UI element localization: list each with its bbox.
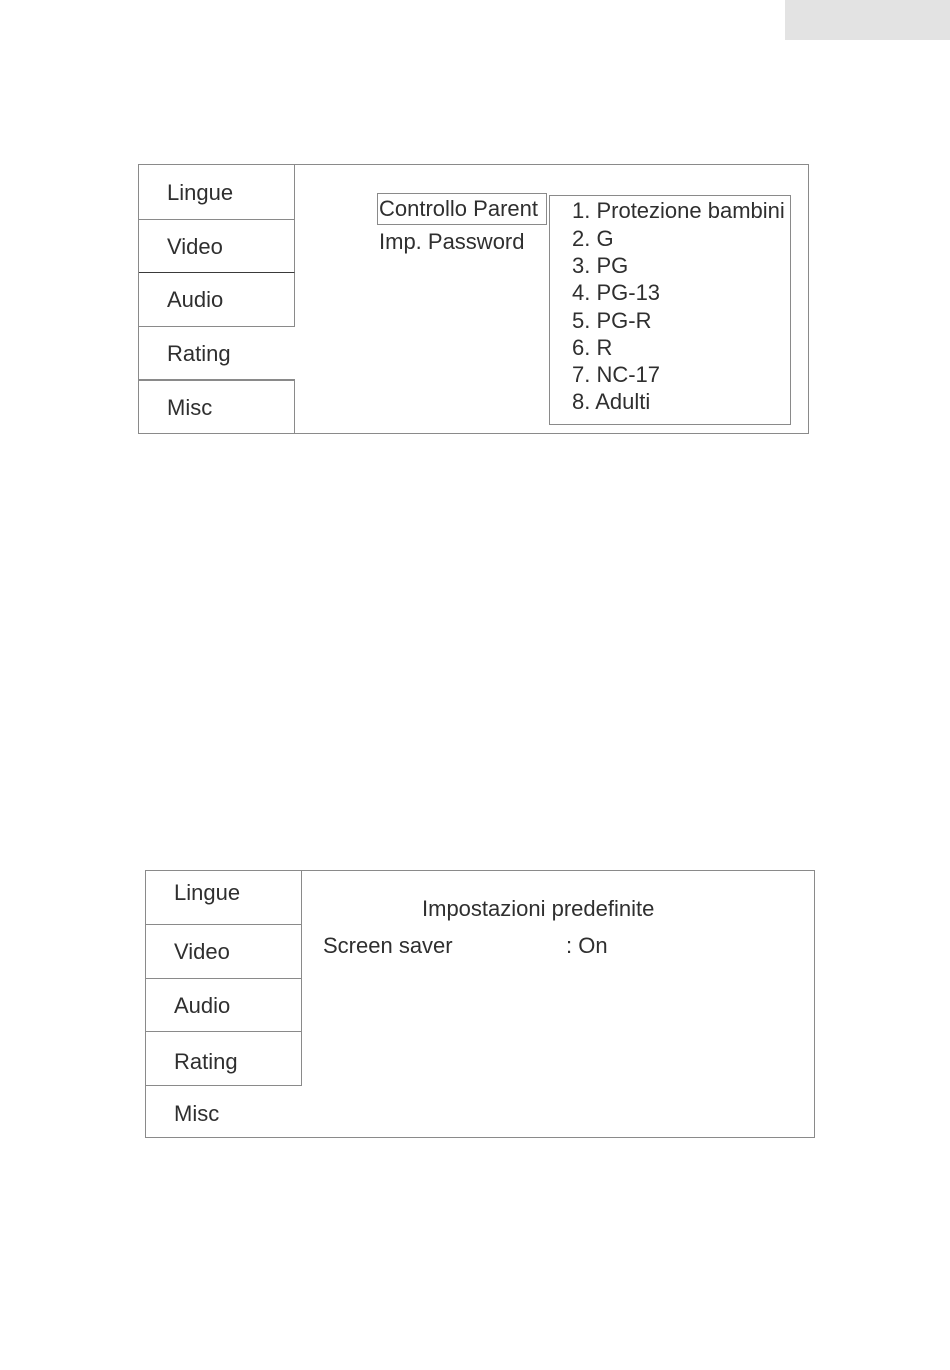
set-password-option[interactable]: Imp. Password: [379, 229, 525, 254]
tab-lingue[interactable]: Lingue: [139, 165, 295, 220]
tab-lingue[interactable]: Lingue: [146, 871, 302, 925]
tab-audio[interactable]: Audio: [139, 273, 295, 327]
screen-saver-value[interactable]: : On: [566, 933, 608, 958]
tab-misc[interactable]: Misc: [174, 1101, 220, 1126]
tab-video[interactable]: Video: [139, 220, 295, 273]
page-corner-tab: [785, 0, 950, 40]
rating-item-7[interactable]: 7. NC-17: [572, 362, 661, 387]
rating-item-5[interactable]: 5. PG-R: [572, 308, 652, 333]
rating-item-2[interactable]: 2. G: [572, 226, 614, 251]
rating-item-3[interactable]: 3. PG: [572, 253, 629, 278]
tab-audio[interactable]: Audio: [146, 979, 302, 1032]
default-settings-option[interactable]: Impostazioni predefinite: [422, 896, 655, 921]
screen-saver-label[interactable]: Screen saver: [323, 933, 453, 958]
tab-rating[interactable]: Rating: [139, 327, 295, 380]
tab-rating[interactable]: Rating: [146, 1032, 302, 1086]
rating-level-list: [549, 195, 791, 425]
setup-menu-rating: [138, 164, 809, 434]
tab-misc[interactable]: Misc: [139, 380, 295, 434]
parental-control-option[interactable]: Controllo Parent: [379, 196, 538, 221]
rating-item-8[interactable]: 8. Adulti: [572, 389, 651, 414]
rating-item-1[interactable]: 1. Protezione bambini: [572, 198, 785, 223]
setup-menu-misc: [145, 870, 815, 1138]
rating-item-4[interactable]: 4. PG-13: [572, 280, 661, 305]
rating-item-6[interactable]: 6. R: [572, 335, 613, 360]
tab-video[interactable]: Video: [146, 925, 302, 979]
